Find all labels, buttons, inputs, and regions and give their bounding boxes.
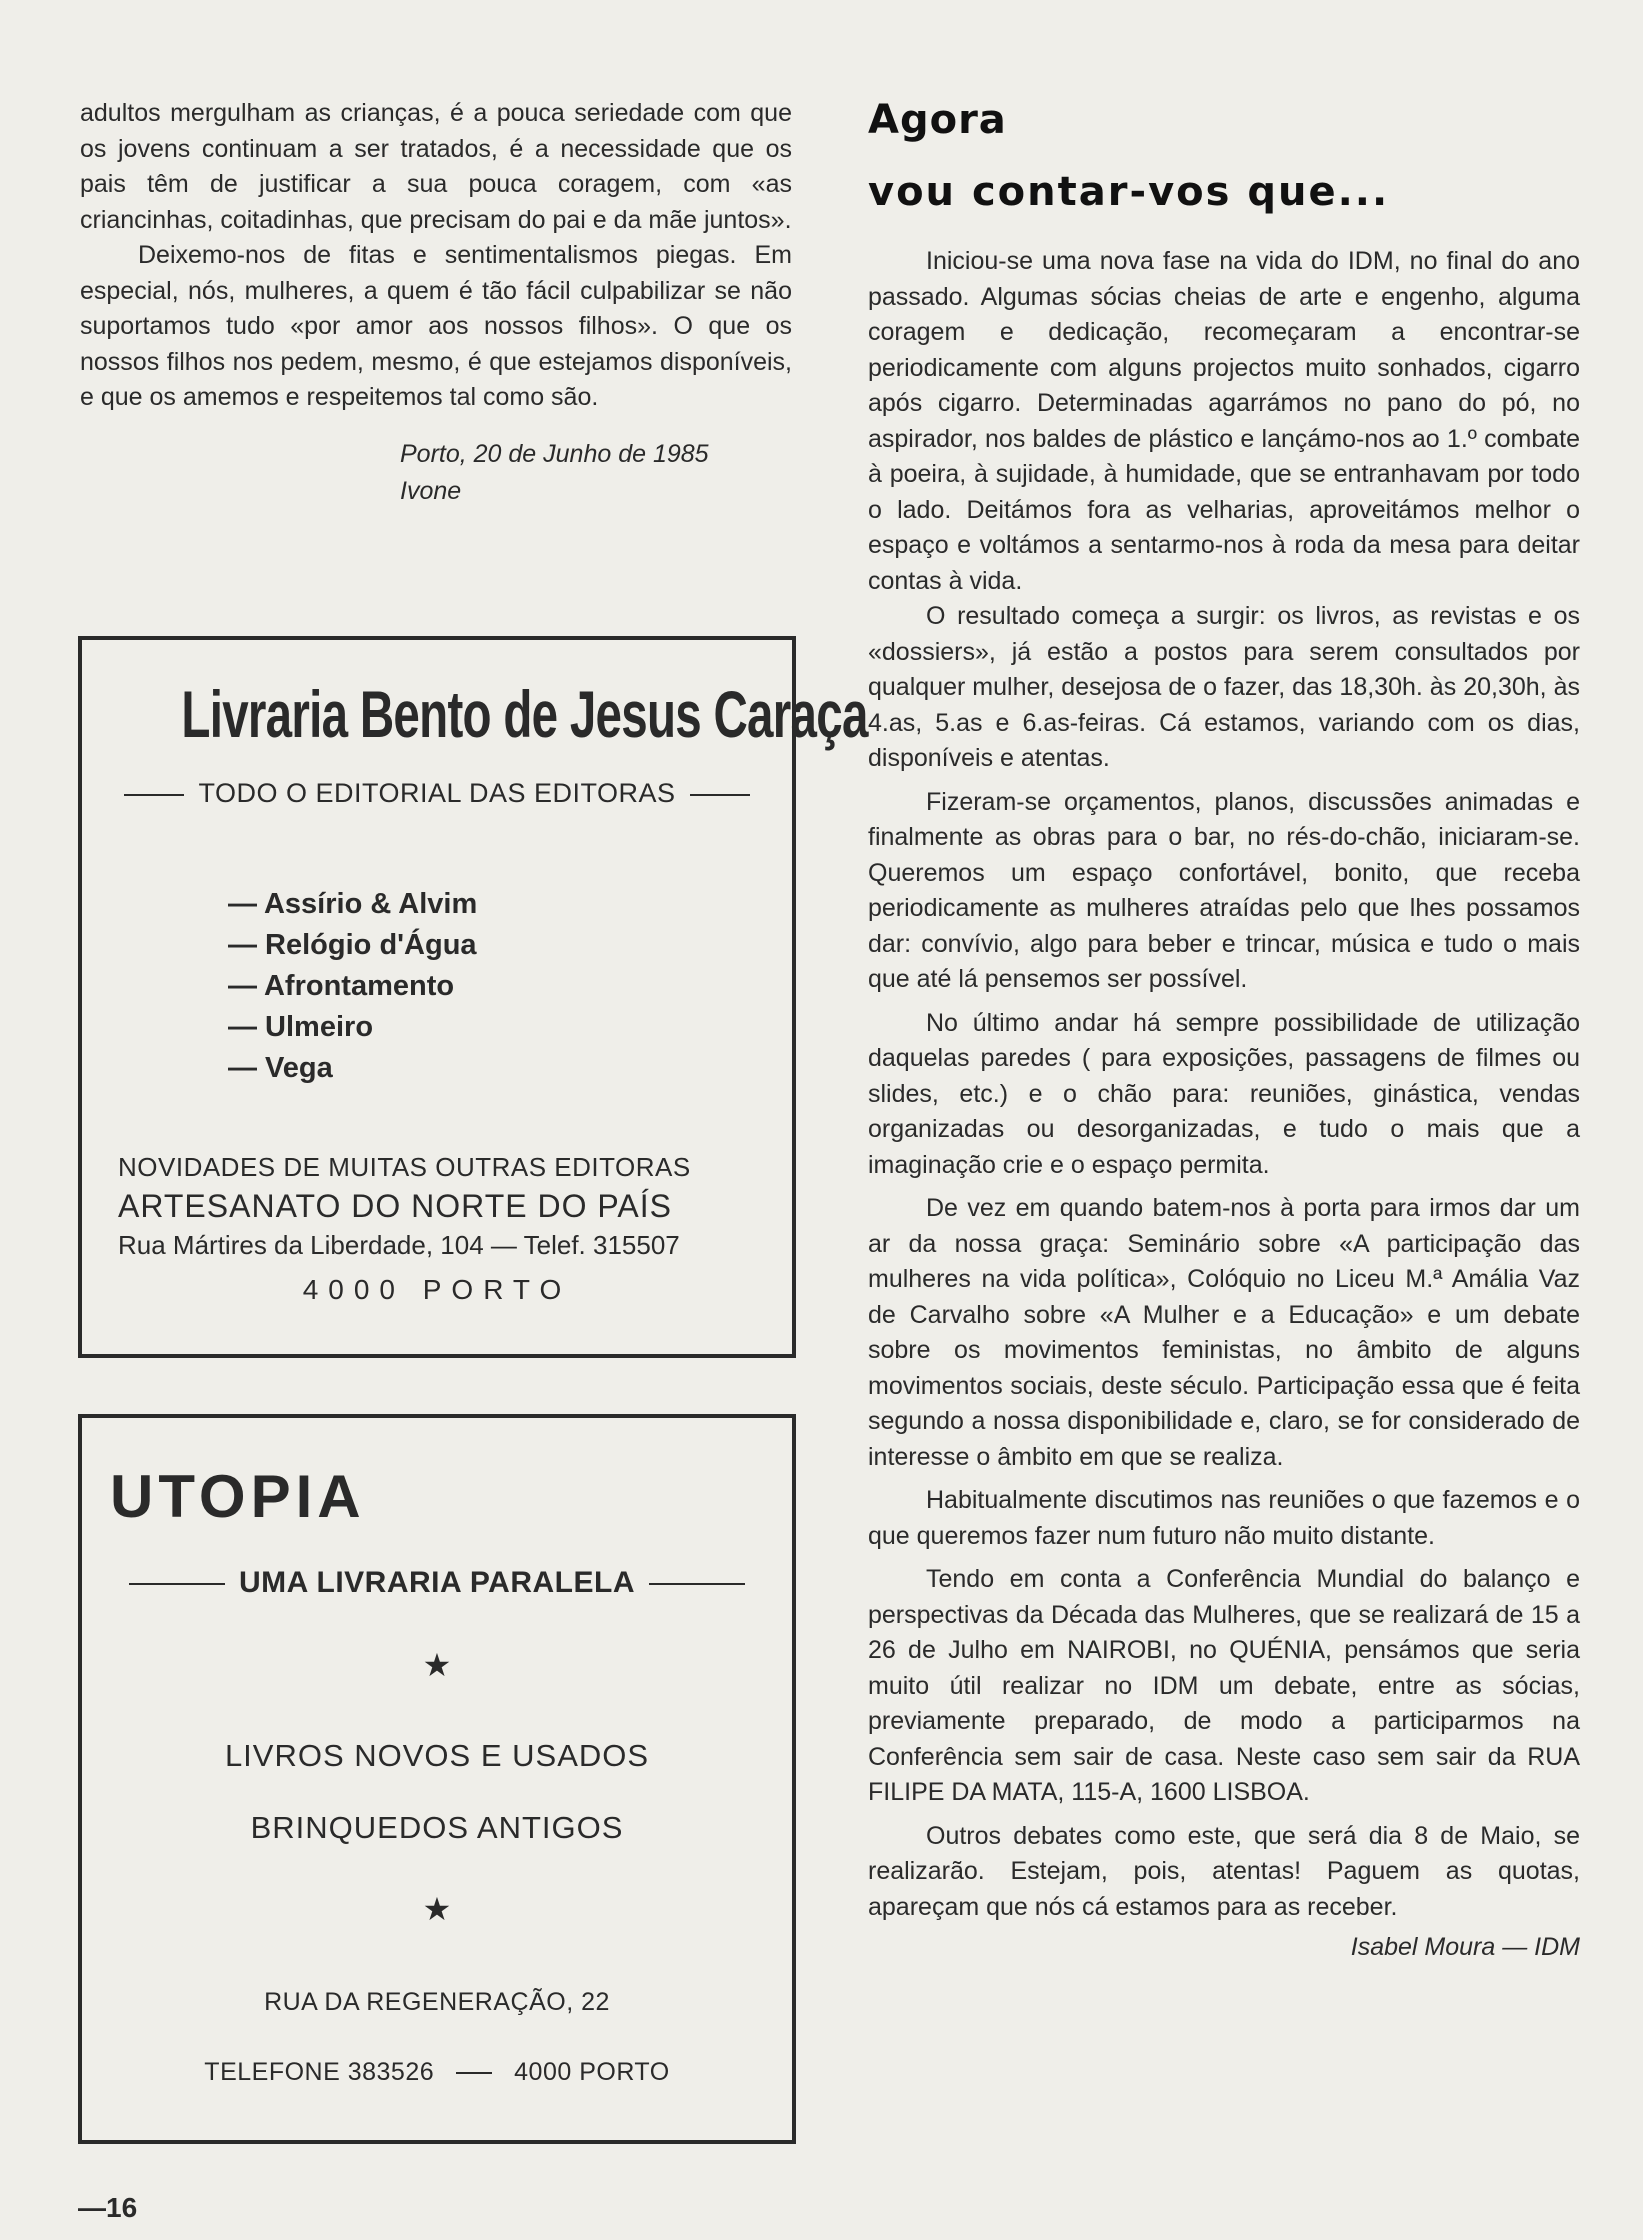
ad-utopia-city: 4000 PORTO <box>514 2058 670 2086</box>
left-column <box>80 96 792 510</box>
ad-utopia-contact-row <box>82 2058 792 2087</box>
ad-utopia-title: UTOPIA <box>110 1463 366 1530</box>
article-paragraph: Iniciou-se uma nova fase na vida do IDM, no final do ano passado. Algumas sócias cheias de arte e engenho, alguma coragem e dedicação, recomeçaram a encontrar-se periodicamente com alguns projectos muito sonhados, cigarro após cigarro. Determinadas agarrámos no pano do pó, no aspirador, nos baldes de plástico e lançámo-nos ao 1.º combate à poeira, à sujidade, à humidade, que se entranhavam por todo o lado. Deitámos fora as velharias, aproveitámos melhor o espaço e voltámos a sentarmo-nos à roda da mesa para deitar contas à vida. <box>868 247 1580 595</box>
publisher-item: — Afrontamento <box>228 970 455 1002</box>
ad-utopia-subtitle-row <box>82 1566 792 1600</box>
article-paragraph: Fizeram-se orçamentos, planos, discussões animadas e finalmente as obras para o bar, no rés-do-chão, iniciaram-se. Queremos um espaço confortável, bonito, que receba periodicamente as mulheres atraídas pelo que lhes possamos dar: convívio, algo para beber e trincar, música e tudo o mais que até lá pensemos ser possível. <box>868 787 1580 993</box>
left-paragraph-2: Deixemo-nos de fitas e sentimentalismos piegas. Em especial, nós, mulheres, a quem é tão fácil culpabilizar se não suportamos tudo «por amor aos nossos filhos». O que os nossos filhos nos pedem, mesmo, é que estejamos disponíveis, e que os amemos e respeitemos tal como são. <box>80 241 792 411</box>
ad-utopia <box>78 1414 796 2144</box>
publisher-list <box>228 884 477 1089</box>
article-signature: Isabel Moura — IDM <box>1350 1933 1580 1961</box>
article-paragraph: O resultado começa a surgir: os livros, as revistas e os «dossiers», já estão a postos para serem consultados por qualquer mulher, desejosa de o fazer, das 18,30h. às 20,30h, às 4.as, 5.as e 6.as-feiras. Cá estamos, variando com os dias, disponíveis e atentas. <box>868 602 1580 772</box>
right-column <box>868 96 1580 1965</box>
article-paragraph: De vez em quando batem-nos à porta para irmos dar um ar da nossa graça: Seminário sobre «A participação das mulheres na vida política», Colóquio no Liceu M.ª Amália Vaz de Carvalho sobre «A Mulher e a Educação» e um debate sobre os movimentos feministas, no âmbito de alguns movimentos sociais, deste século. Participação essa que é feita segundo a nossa disponibilidade e, claro, se for considerado de interesse o âmbito em que se realiza. <box>868 1194 1580 1471</box>
publisher-item: — Assírio & Alvim <box>228 888 478 920</box>
ad-utopia-address: RUA DA REGENERAÇÃO, 22 <box>264 1988 610 2016</box>
publisher-item: — Vega <box>228 1052 333 1084</box>
ad-livraria-subtitle-row <box>82 778 792 809</box>
ad-livraria-title: Livraria Bento de Jesus Caraça <box>181 677 868 751</box>
ad-livraria-bento <box>78 636 868 1358</box>
ad-livraria-more: NOVIDADES DE MUITAS OUTRAS EDITORAS <box>118 1152 691 1182</box>
ad-livraria-address: Rua Mártires da Liberdade, 104 — Telef. 315507 <box>118 1230 680 1260</box>
ad-livraria-city: 4000 PORTO <box>302 1274 572 1305</box>
ad-livraria-artesanato: ARTESANATO DO NORTE DO PAÍS <box>118 1188 672 1224</box>
ad-utopia-phone: TELEFONE 383526 <box>204 2058 435 2086</box>
publisher-item: — Relógio d'Água <box>228 929 477 961</box>
publisher-item: — Ulmeiro <box>228 1011 374 1043</box>
article-paragraph: Tendo em conta a Conferência Mundial do balanço e perspectivas da Década das Mulheres, que se realizará de 15 a 26 de Julho em NAIROBI, no QUÉNIA, pensámos que seria muito útil realizar no IDM um debate, entre as sócias, previamente preparado, de modo a participarmos na Conferência sem sair de casa. Neste caso sem sair da RUA FILIPE DA MATA, 115-A, 1600 LISBOA. <box>868 1565 1580 1806</box>
page-number: —16 <box>78 2192 138 2223</box>
article-paragraph: No último andar há sempre possibilidade de utilização daquelas paredes ( para exposições, passagens de filmes ou slides, etc.) e o chão para: reuniões, ginástica, vendas organizadas ou desorganizadas, e tudo o mais que a imaginação crie e o espaço permita. <box>868 1008 1580 1179</box>
star-icon: ★ <box>422 1647 452 1683</box>
star-icon: ★ <box>422 1891 452 1927</box>
article-paragraph: Outros debates como este, que será dia 8 de Maio, se realizarão. Estejam, pois, atentas! Paguem as quotas, apareçam que nós cá estamos para as receber. <box>868 1821 1580 1921</box>
article-heading-1: Agora <box>868 97 1007 143</box>
article-paragraph: Habitualmente discutimos nas reuniões o que fazemos e o que queremos fazer num futuro não muito distante. <box>868 1486 1580 1550</box>
ad-utopia-line-1: LIVROS NOVOS E USADOS <box>224 1738 650 1773</box>
ad-utopia-line-2: BRINQUEDOS ANTIGOS <box>250 1810 624 1845</box>
signature-place: Porto, 20 de Junho de 1985 <box>400 439 709 468</box>
article-heading-2: vou contar-vos que... <box>868 169 1390 215</box>
ad-livraria-subtitle: TODO O EDITORIAL DAS EDITORAS <box>198 778 676 808</box>
signature-name: Ivone <box>400 476 462 505</box>
left-paragraph-1: adultos mergulham as crianças, é a pouca seriedade com que os jovens continuam a ser tratados, é a necessidade que os pais têm de justificar a sua pouca coragem, com «as criancinhas, coitadinhas, que precisam do pai e da mãe juntos». <box>80 99 792 234</box>
ad-utopia-subtitle: UMA LIVRARIA PARALELA <box>238 1566 636 1599</box>
